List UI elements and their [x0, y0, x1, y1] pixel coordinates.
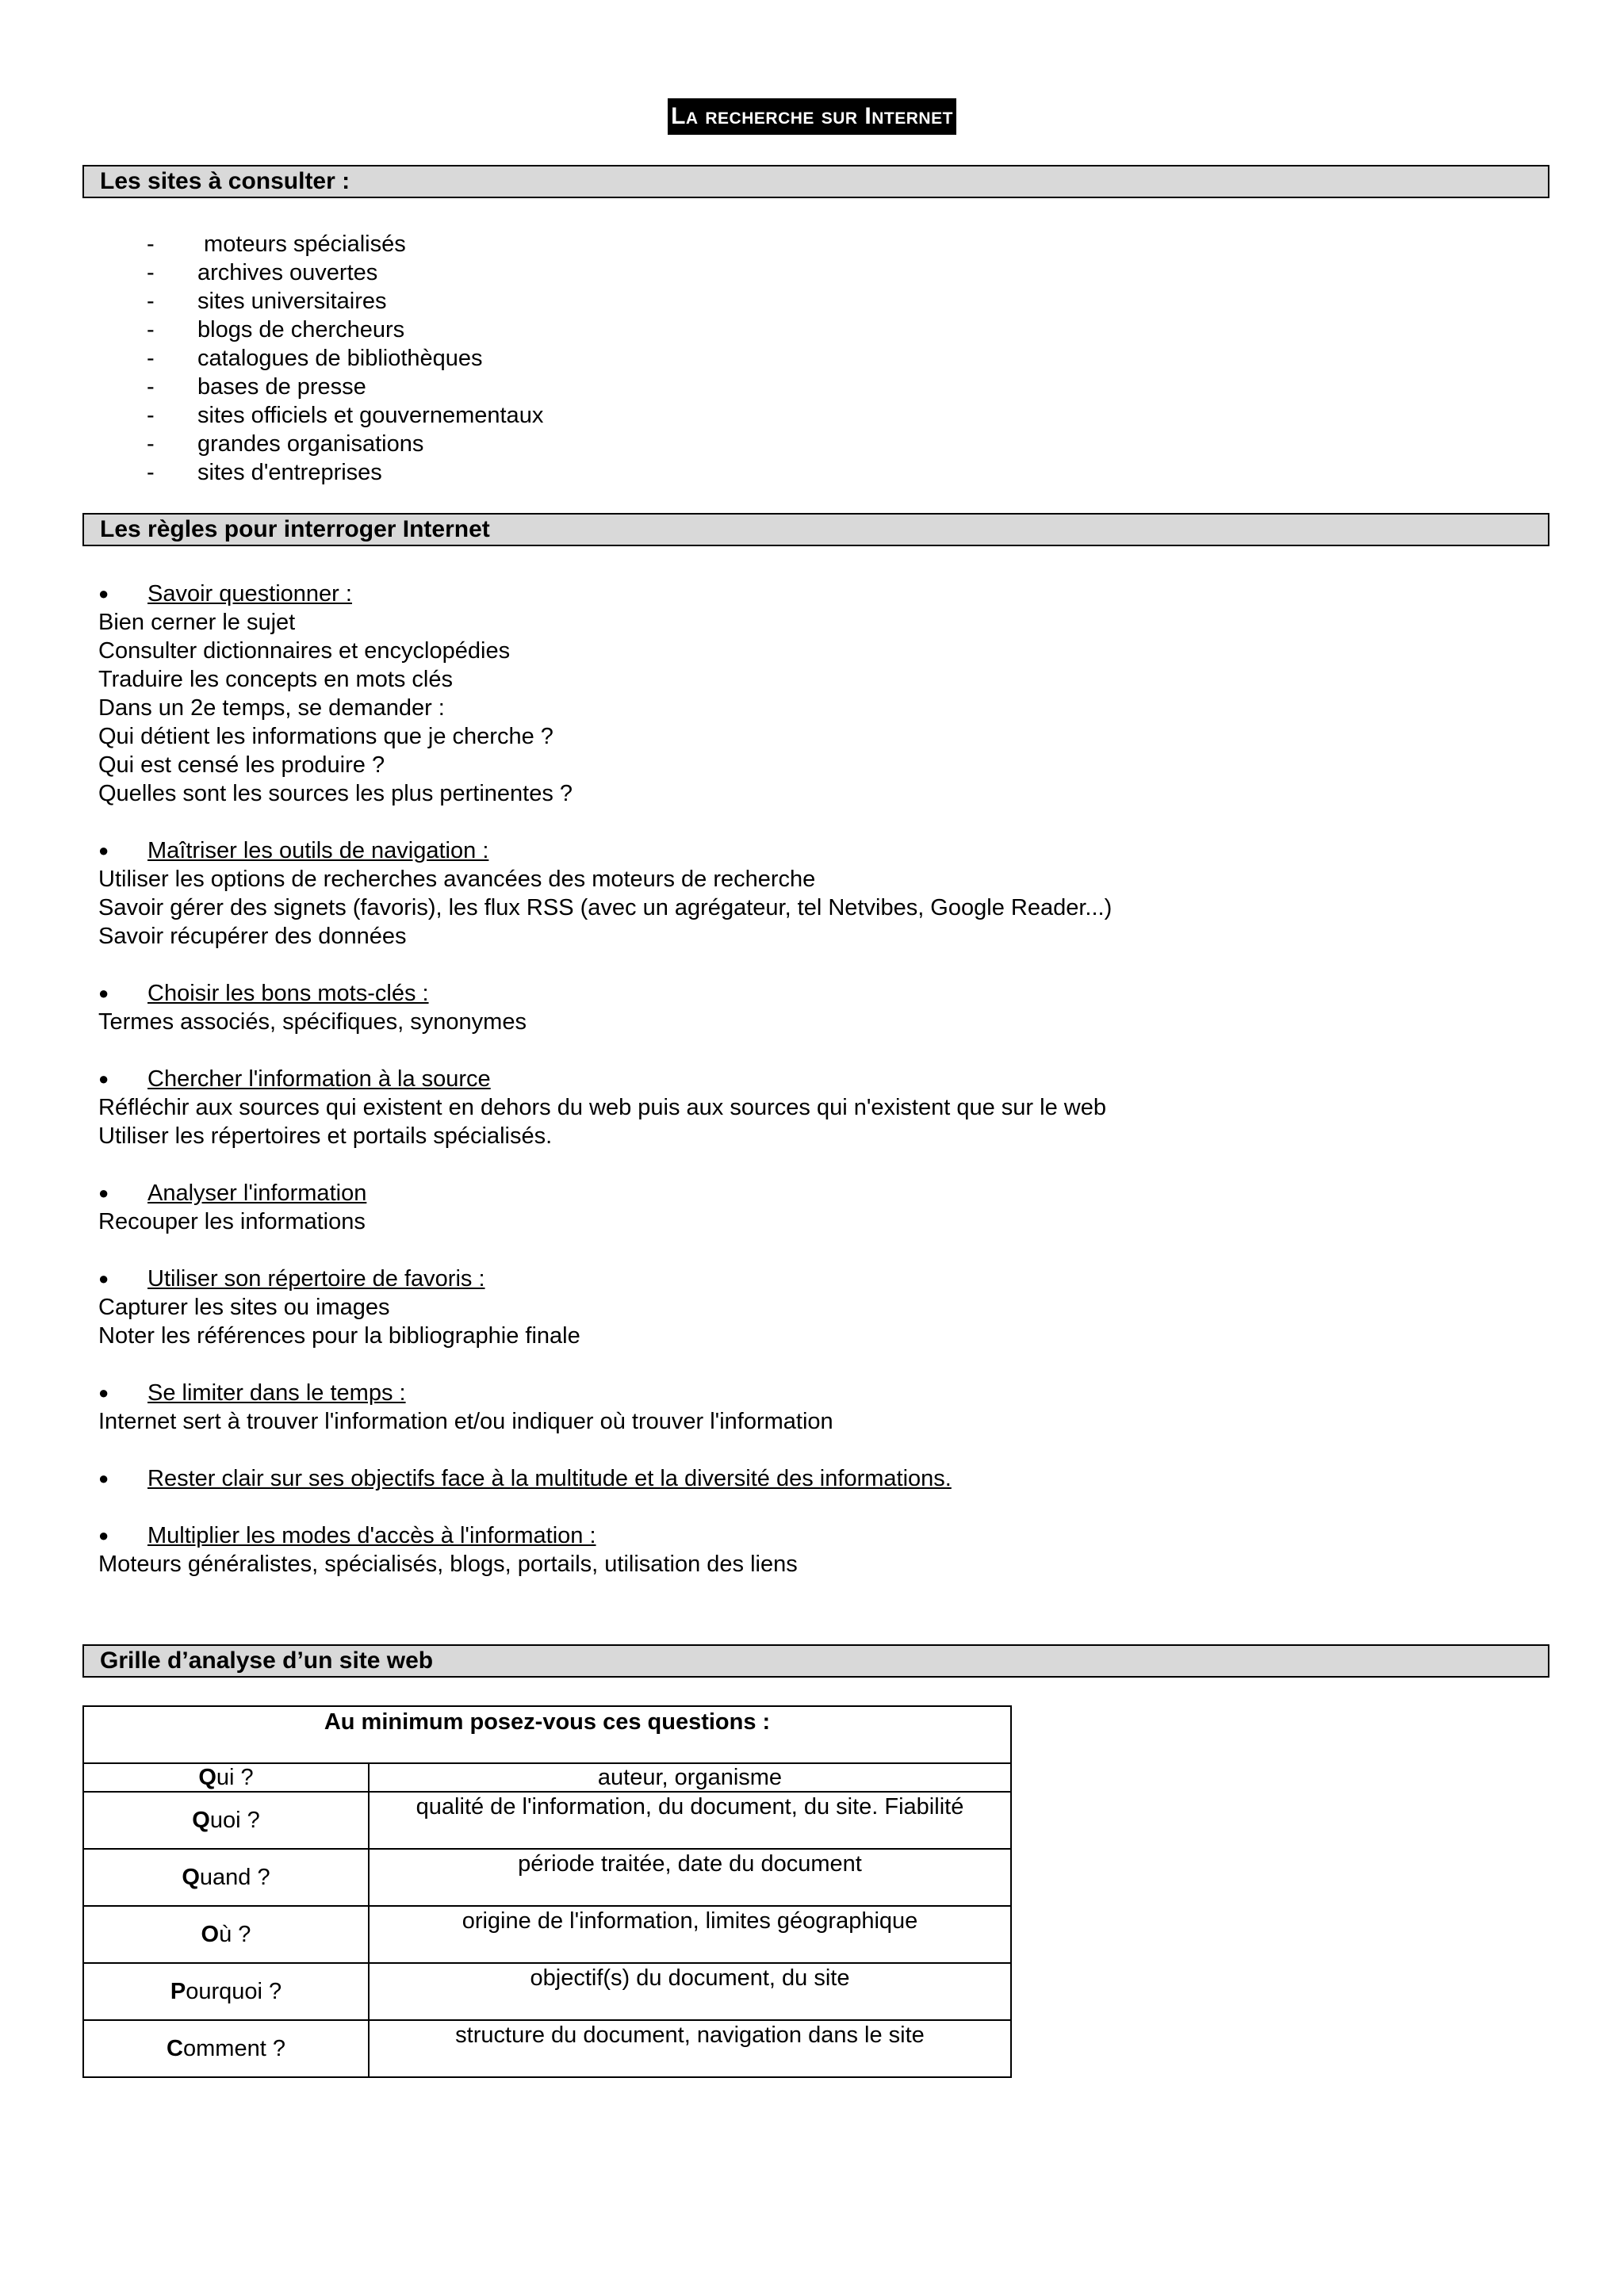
rules-list: [98, 580, 1526, 1607]
question-cell: Quoi ?: [83, 1792, 369, 1849]
rule-line: Qui détient les informations que je cherche ?: [98, 724, 553, 749]
rule-line: Traduire les concepts en mots clés: [98, 667, 454, 692]
answer-cell: période traitée, date du document: [369, 1849, 1011, 1906]
list-item: - sites officiels et gouvernementaux: [147, 403, 544, 428]
bullet-icon: ●: [98, 1468, 109, 1488]
rule-line: Savoir récupérer des données: [98, 924, 407, 949]
answer-cell: objectif(s) du document, du site: [369, 1963, 1011, 2020]
answer-cell: auteur, organisme: [369, 1763, 1011, 1792]
bullet-icon: ●: [98, 1069, 109, 1089]
rule-heading: Se limiter dans le temps :: [147, 1380, 406, 1406]
rule-block: [98, 1379, 1526, 1436]
list-item: - catalogues de bibliothèques: [147, 346, 483, 371]
rule-heading: Multiplier les modes d'accès à l'information :: [147, 1523, 596, 1548]
list-item: - blogs de chercheurs: [147, 317, 405, 342]
list-item: - moteurs spécialisés: [147, 232, 406, 257]
sites-list: [147, 230, 543, 487]
table-row: [83, 2020, 1011, 2077]
rule-heading: Savoir questionner :: [147, 581, 352, 607]
rule-line: Savoir gérer des signets (favoris), les flux RSS (avec un agrégateur, tel Netvibes, Google Reader...): [98, 895, 1113, 920]
rule-line: Dans un 2e temps, se demander :: [98, 695, 445, 721]
answer-cell: structure du document, navigation dans le site: [369, 2020, 1011, 2077]
list-item: - sites universitaires: [147, 289, 387, 314]
rule-line: Utiliser les options de recherches avancées des moteurs de recherche: [98, 867, 816, 892]
answer-cell: qualité de l'information, du document, du site. Fiabilité: [369, 1792, 1011, 1849]
rule-heading: Choisir les bons mots-clés :: [147, 981, 429, 1006]
rule-line: Qui est censé les produire ?: [98, 752, 385, 778]
rule-block: [98, 1265, 1526, 1350]
rule-line: Consulter dictionnaires et encyclopédies: [98, 638, 511, 664]
table-row: [83, 1763, 1011, 1792]
list-item: - sites d'entreprises: [147, 460, 382, 485]
bullet-icon: ●: [98, 1183, 109, 1203]
bullet-icon: ●: [98, 584, 109, 603]
section-header-sites: Les sites à consulter :: [82, 165, 1549, 198]
question-cell: Quand ?: [83, 1849, 369, 1906]
list-item: - bases de presse: [147, 374, 366, 400]
rule-block: [98, 1521, 1526, 1578]
rule-line: Recouper les informations: [98, 1209, 366, 1234]
rule-line: Réfléchir aux sources qui existent en dehors du web puis aux sources qui n'existent que sur le web: [98, 1095, 1106, 1120]
rule-heading: Utiliser son répertoire de favoris :: [147, 1266, 485, 1292]
question-cell: Qui ?: [83, 1763, 369, 1792]
page-title: La recherche sur Internet: [668, 98, 956, 135]
bullet-icon: ●: [98, 1269, 109, 1288]
rule-block: [98, 1464, 1526, 1493]
section-header-rules: Les règles pour interroger Internet: [82, 513, 1549, 546]
rule-block: [98, 580, 1526, 808]
rule-heading: Maîtriser les outils de navigation :: [147, 838, 489, 863]
rule-line: Termes associés, spécifiques, synonymes: [98, 1009, 527, 1035]
rule-block: [98, 1179, 1526, 1236]
rule-line: Capturer les sites ou images: [98, 1295, 390, 1320]
table-row: [83, 1792, 1011, 1849]
question-cell: Comment ?: [83, 2020, 369, 2077]
analysis-grid-table: [82, 1705, 1012, 2078]
question-cell: Où ?: [83, 1906, 369, 1963]
table-row: [83, 1906, 1011, 1963]
rule-line: Quelles sont les sources les plus pertinentes ?: [98, 781, 573, 806]
rule-heading: Chercher l'information à la source: [147, 1066, 491, 1092]
answer-cell: origine de l'information, limites géographique: [369, 1906, 1011, 1963]
section-header-grid: Grille d’analyse d’un site web: [82, 1644, 1549, 1678]
rule-line: Utiliser les répertoires et portails spécialisés.: [98, 1123, 553, 1149]
bullet-icon: ●: [98, 983, 109, 1003]
table-row: [83, 1849, 1011, 1906]
rule-line: Bien cerner le sujet: [98, 610, 296, 635]
rule-heading: Analyser l'information: [147, 1181, 367, 1206]
rule-line: Moteurs généralistes, spécialisés, blogs, portails, utilisation des liens: [98, 1552, 798, 1577]
grid-header: Au minimum posez-vous ces questions :: [83, 1706, 1011, 1763]
list-item: - archives ouvertes: [147, 260, 378, 285]
rule-heading: Rester clair sur ses objectifs face à la multitude et la diversité des informations.: [147, 1466, 952, 1491]
question-cell: Pourquoi ?: [83, 1963, 369, 2020]
list-item: - grandes organisations: [147, 431, 424, 457]
bullet-icon: ●: [98, 840, 109, 860]
rule-line: Noter les références pour la bibliographie finale: [98, 1323, 580, 1349]
page-title-wrap: [0, 98, 1624, 135]
rule-block: [98, 979, 1526, 1036]
bullet-icon: ●: [98, 1383, 109, 1402]
rule-block: [98, 1065, 1526, 1150]
rule-block: [98, 836, 1526, 951]
rule-line: Internet sert à trouver l'information et/ou indiquer où trouver l'information: [98, 1409, 833, 1434]
table-row: [83, 1963, 1011, 2020]
bullet-icon: ●: [98, 1525, 109, 1545]
